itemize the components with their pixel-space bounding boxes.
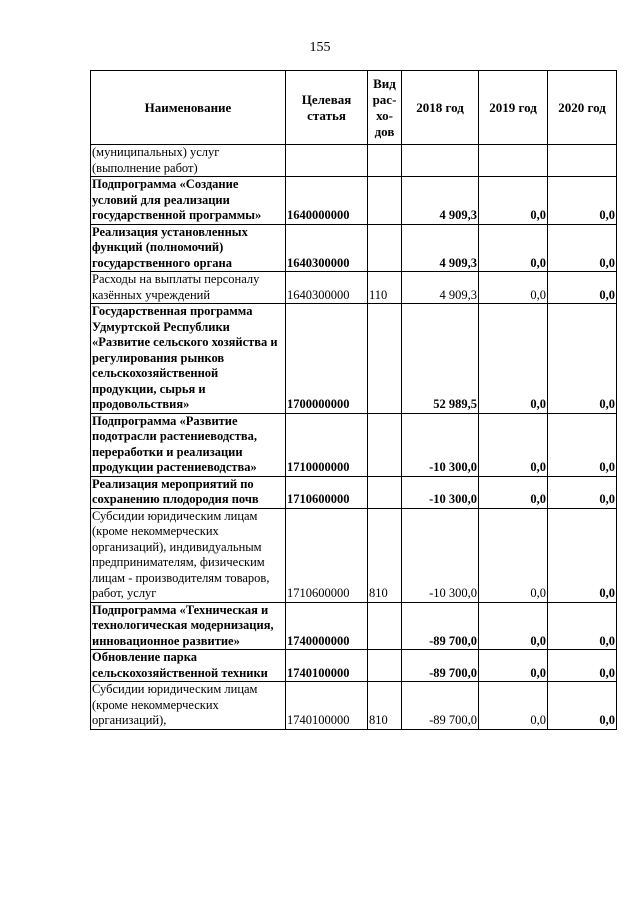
row-2018: -10 300,0 — [402, 508, 479, 602]
table-row — [91, 145, 617, 177]
row-2020: 0,0 — [548, 304, 617, 414]
row-2019: 0,0 — [479, 602, 548, 650]
row-code: 1710000000 — [286, 413, 368, 476]
row-name: Реализация установленных функций (полномочий) государственного органа — [91, 224, 286, 272]
row-2019: 0,0 — [479, 682, 548, 730]
row-vid: 110 — [368, 272, 402, 304]
row-code — [286, 145, 368, 177]
row-vid — [368, 177, 402, 225]
page-number: 155 — [309, 40, 331, 55]
row-name: Подпрограмма «Создание условий для реализации государственной программы» — [91, 177, 286, 225]
row-2020: 0,0 — [548, 682, 617, 730]
row-code: 1710600000 — [286, 508, 368, 602]
row-vid — [368, 476, 402, 508]
budget-table — [90, 70, 617, 730]
table-row — [91, 304, 617, 414]
row-2020: 0,0 — [548, 602, 617, 650]
row-name: (муниципальных) услуг (выполнение работ) — [91, 145, 286, 177]
row-code: 1640300000 — [286, 272, 368, 304]
header-2020: 2020 год — [548, 71, 617, 145]
row-2018: 4 909,3 — [402, 177, 479, 225]
table-row — [91, 650, 617, 682]
header-2019: 2019 год — [479, 71, 548, 145]
row-name: Расходы на выплаты персоналу казённых учреждений — [91, 272, 286, 304]
row-2018: -89 700,0 — [402, 682, 479, 730]
row-name: Обновление парка сельскохозяйственной техники — [91, 650, 286, 682]
header-vid — [368, 71, 402, 145]
row-2018: -89 700,0 — [402, 602, 479, 650]
row-2019: 0,0 — [479, 476, 548, 508]
table-row — [91, 224, 617, 272]
header-code: Целевая статья — [286, 71, 368, 145]
row-vid: 810 — [368, 508, 402, 602]
table-row — [91, 682, 617, 730]
row-2020: 0,0 — [548, 476, 617, 508]
row-vid — [368, 650, 402, 682]
row-2020: 0,0 — [548, 508, 617, 602]
row-name: Подпрограмма «Развитие подотрасли растениеводства, переработки и реализации продукции растениеводства» — [91, 413, 286, 476]
header-vid-line: Вид — [373, 75, 396, 91]
row-code: 1740100000 — [286, 682, 368, 730]
row-code: 1740100000 — [286, 650, 368, 682]
row-2020: 0,0 — [548, 224, 617, 272]
row-2020: 0,0 — [548, 650, 617, 682]
row-code: 1710600000 — [286, 476, 368, 508]
table-row — [91, 413, 617, 476]
row-2019: 0,0 — [479, 650, 548, 682]
row-code: 1640300000 — [286, 224, 368, 272]
row-2018: 4 909,3 — [402, 224, 479, 272]
header-2018: 2018 год — [402, 71, 479, 145]
row-code: 1740000000 — [286, 602, 368, 650]
header-vid-line: хо- — [376, 107, 393, 123]
table-row — [91, 508, 617, 602]
header-vid-line: дов — [374, 123, 395, 139]
table-row — [91, 476, 617, 508]
row-name: Государственная программа Удмуртской Республики «Развитие сельского хозяйства и регулирования рынков сельскохозяйственной продукции, сырья и продовольствия» — [91, 304, 286, 414]
row-2018 — [402, 145, 479, 177]
table-row — [91, 602, 617, 650]
row-2019: 0,0 — [479, 177, 548, 225]
header-vid-line: рас- — [372, 91, 397, 107]
row-2018: -10 300,0 — [402, 476, 479, 508]
row-2020: 0,0 — [548, 177, 617, 225]
row-vid: 810 — [368, 682, 402, 730]
row-code: 1700000000 — [286, 304, 368, 414]
row-vid — [368, 304, 402, 414]
row-vid — [368, 224, 402, 272]
table-row — [91, 272, 617, 304]
row-vid — [368, 413, 402, 476]
row-2019: 0,0 — [479, 413, 548, 476]
row-2018: 4 909,3 — [402, 272, 479, 304]
row-vid — [368, 602, 402, 650]
row-2019: 0,0 — [479, 224, 548, 272]
row-2018: -89 700,0 — [402, 650, 479, 682]
row-2018: 52 989,5 — [402, 304, 479, 414]
row-name: Субсидии юридическим лицам (кроме некоммерческих организаций), — [91, 682, 286, 730]
header-name: Наименование — [91, 71, 286, 145]
row-name: Субсидии юридическим лицам (кроме некоммерческих организаций), индивидуальным предпринимателям, физическим лицам - производителям товаров, работ, услуг — [91, 508, 286, 602]
row-2019: 0,0 — [479, 272, 548, 304]
row-code: 1640000000 — [286, 177, 368, 225]
row-name: Подпрограмма «Техническая и технологическая модернизация, инновационное развитие» — [91, 602, 286, 650]
row-2019: 0,0 — [479, 508, 548, 602]
row-2020 — [548, 145, 617, 177]
row-2019 — [479, 145, 548, 177]
row-2020: 0,0 — [548, 272, 617, 304]
row-vid — [368, 145, 402, 177]
row-2020: 0,0 — [548, 413, 617, 476]
table-header-row — [91, 71, 617, 145]
row-2018: -10 300,0 — [402, 413, 479, 476]
row-2019: 0,0 — [479, 304, 548, 414]
table-row — [91, 177, 617, 225]
row-name: Реализация мероприятий по сохранению плодородия почв — [91, 476, 286, 508]
